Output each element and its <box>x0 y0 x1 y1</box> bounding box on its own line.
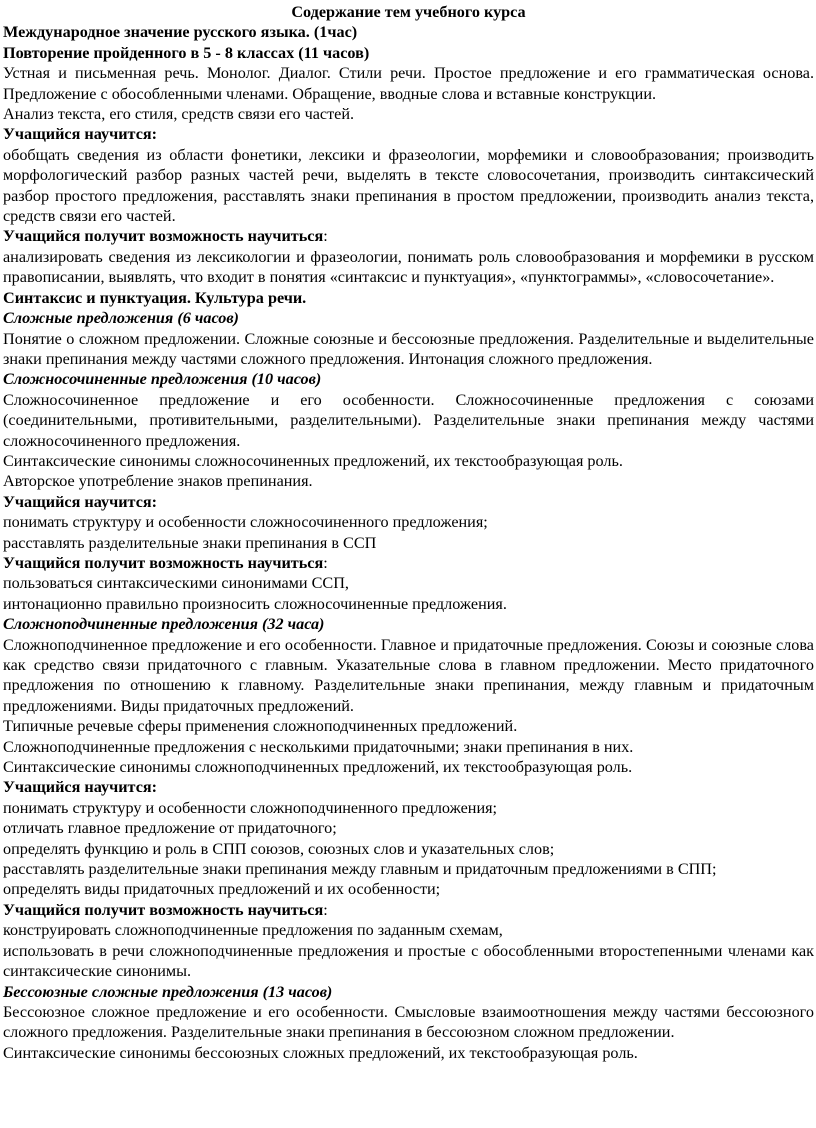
page-title: Содержание тем учебного курса <box>291 3 526 21</box>
paragraph-compound-1: Сложносочиненное предложение и его особенности. Сложносочиненные предложения с союзами (соединительными, противительными, разделительными). Разделительные знаки препинания между частями сложносочиненного предложения. <box>3 390 814 450</box>
paragraph-subordinate-2: Типичные речевые сферы применения сложноподчиненных предложений. <box>3 717 518 736</box>
label-opportunity-colon: : <box>323 227 328 246</box>
list-item: конструировать сложноподчиненные предложения по заданным схемам, <box>3 921 503 940</box>
list-item: использовать в речи сложноподчиненные предложения и простые с обособленными второстепенными членами как синтаксические синонимы. <box>3 941 814 981</box>
paragraph-compound-2: Синтаксические синонимы сложносочиненных предложений, их текстообразующая роль. <box>3 451 623 470</box>
label-student-will-learn: Учащийся научится: <box>3 778 158 797</box>
paragraph-opportunity-outcomes-1: анализировать сведения из лексикологии и фразеологии, понимать роль словообразования и морфемики в русском правописании, выявлять, что входит в понятия «синтаксис и пунктуация», «пунктограммы», «словосочетание». <box>3 247 814 287</box>
list-item: определять функцию и роль в СПП союзов, союзных слов и указательных слов; <box>3 839 555 858</box>
label-opportunity-text: Учащийся получит возможность научиться <box>3 553 324 572</box>
label-student-opportunity <box>3 553 814 573</box>
paragraph-complex-sentences: Понятие о сложном предложении. Сложные союзные и бессоюзные предложения. Разделительные и выделительные знаки препинания между частями сложного предложения. Интонация сложного предложения. <box>3 329 814 368</box>
heading-international-significance: Международное значение русского языка. (1час) <box>3 23 358 42</box>
paragraph-compound-3: Авторское употребление знаков препинания. <box>3 472 313 491</box>
paragraph-subordinate-1: Сложноподчиненное предложение и его особенности. Главное и придаточные предложения. Союзы и союзные слова как средство связи придаточного с главным. Указательные слова в главном предложении. Место придаточного предложения по отношению к главному. Разделительные знаки препинания, между главным и придаточным предложениями. Виды придаточных предложений. <box>3 635 814 715</box>
heading-complex-subordinate-sentences: Сложноподчиненные предложения (32 часа) <box>3 615 325 634</box>
label-opportunity-text: Учащийся получит возможность научиться <box>3 900 324 919</box>
label-student-opportunity <box>3 226 814 246</box>
paragraph-asyndetic-1: Бессоюзное сложное предложение и его особенности. Смысловые взаимоотношения между частями бессоюзного сложного предложения. Разделительные знаки препинания в бессоюзном сложном предложении. <box>3 1002 814 1042</box>
label-opportunity-text: Учащийся получит возможность научиться <box>3 227 324 246</box>
heading-syntax-punctuation: Синтаксис и пунктуация. Культура речи. <box>3 288 307 307</box>
paragraph-repetition-topics: Устная и письменная речь. Монолог. Диалог. Стили речи. Простое предложение и его грамматическая основа. Предложение с обособленными членами. Обращение, вводные слова и вставные конструкции. <box>3 64 814 103</box>
label-opportunity-colon: : <box>323 553 328 572</box>
heading-asyndetic-sentences: Бессоюзные сложные предложения (13 часов) <box>3 982 333 1001</box>
list-item: отличать главное предложение от придаточного; <box>3 819 337 838</box>
heading-complex-sentences: Сложные предложения (6 часов) <box>3 309 239 328</box>
list-item: интонационно правильно произносить сложносочиненные предложения. <box>3 594 507 613</box>
paragraph-subordinate-4: Синтаксические синонимы сложноподчиненных предложений, их текстообразующая роль. <box>3 758 633 777</box>
list-item: понимать структуру и особенности сложносочиненного предложения; <box>3 513 488 532</box>
list-item: понимать структуру и особенности сложноподчиненного предложения; <box>3 798 498 817</box>
paragraph-subordinate-3: Сложноподчиненные предложения с несколькими придаточными; знаки препинания в них. <box>3 737 634 756</box>
paragraph-learn-outcomes-1: обобщать сведения из области фонетики, лексики и фразеологии, морфемики и словообразования; производить морфологический разбор разных частей речи, выделять в тексте словосочетания, производить синтаксический разбор простого предложения, расставлять знаки препинания в простом предложении, производить анализ текста, средств связи его частей. <box>3 145 814 226</box>
paragraph-asyndetic-2: Синтаксические синонимы бессоюзных сложных предложений, их текстообразующая роль. <box>3 1043 638 1062</box>
label-student-will-learn: Учащийся научится: <box>3 125 158 144</box>
label-opportunity-colon: : <box>323 900 328 919</box>
paragraph-text-analysis: Анализ текста, его стиля, средств связи его частей. <box>3 105 355 124</box>
heading-compound-sentences: Сложносочиненные предложения (10 часов) <box>3 370 322 389</box>
heading-repetition: Повторение пройденного в 5 - 8 классах (11 часов) <box>3 43 370 62</box>
list-item: расставлять разделительные знаки препинания между главным и придаточным предложениями в СПП; <box>3 860 717 879</box>
list-item: пользоваться синтаксическими синонимами ССП, <box>3 574 349 593</box>
list-item: расставлять разделительные знаки препинания в ССП <box>3 533 377 552</box>
list-item: определять виды придаточных предложений и их особенности; <box>3 880 441 899</box>
label-student-will-learn: Учащийся научится: <box>3 492 158 511</box>
label-student-opportunity <box>3 900 814 920</box>
